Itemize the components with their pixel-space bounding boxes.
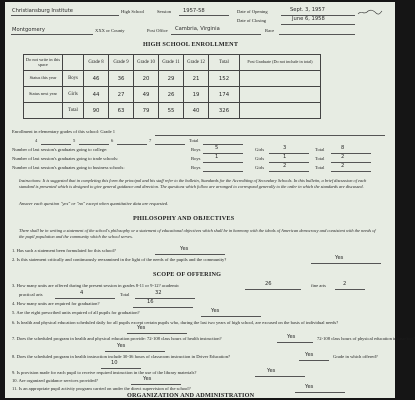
question-3: 3. How many units are offered during the present session in grades 8-11 or 9-12? academic — [12, 283, 180, 288]
trade-label: Number of last session's graduates going to trade schools: — [12, 156, 119, 161]
business-total: 2 — [341, 163, 345, 169]
answer-3-practical: 4 — [80, 290, 84, 296]
girls-label: Girls — [255, 156, 265, 161]
status-next-year: Status next year — [24, 87, 63, 103]
question-8b: Grade in which offered? — [333, 354, 378, 359]
answer-10: Yes — [143, 376, 152, 382]
status-this-year: Status this year — [24, 71, 63, 87]
question-10: 10. Are organized guidance services provided? — [12, 378, 98, 383]
table-cell: 152 — [209, 71, 240, 87]
boys-label: Boys — [191, 147, 201, 152]
enrollment-table — [23, 54, 321, 119]
race-label: Race — [265, 28, 275, 33]
row-label: Total — [63, 103, 84, 119]
total-header: Total — [209, 55, 240, 71]
school-name: Christiansburg Institute — [12, 8, 73, 14]
question-7: 7. Does the scheduled program in health and physical education provide: 72-108 class hours of health instruction? — [12, 336, 222, 341]
fine-arts-label: fine arts — [311, 283, 326, 288]
instructions-text: Instructions: It is suggested that in completing this form the principal and his staff refer to the bulletin, Standards for the Accrediting of Secondary Schools. In this bulletin, a brief discussion of each standard is presented which is designed to give general guidance and direction. The questions which follow are arranged to correspond generally to the order in which the standards are discussed. — [19, 178, 367, 189]
question-8: 8. Does the scheduled program in health instruction include 30-36 hours of classroom instruction in Driver Education? — [12, 354, 231, 359]
note-cell: Do not write in this space — [24, 55, 63, 71]
total-label: Total — [315, 156, 325, 161]
question-2: 2. Is this statement critically and continuously reexamined in the light of the needs of the pupils and the community? — [12, 257, 227, 262]
trade-girls: 1 — [283, 154, 287, 160]
row-label: Boys — [63, 71, 84, 87]
grade-5: 5 — [73, 138, 76, 143]
question-11: 11. Is an appropriate pupil activity program carried on under the direct supervision of the school? — [12, 386, 191, 391]
table-cell: 27 — [109, 87, 134, 103]
answer-5: Yes — [211, 308, 220, 314]
table-cell: 20 — [134, 71, 159, 87]
answer-7a: Yes — [287, 334, 296, 340]
row-label: Girls — [63, 87, 84, 103]
table-cell: 55 — [159, 103, 184, 119]
answer-1: Yes — [180, 246, 189, 252]
division-label: XXX or County — [95, 28, 125, 33]
table-cell: 36 — [109, 71, 134, 87]
school-type-label: High School — [121, 9, 145, 14]
grade-header: Grade 9 — [109, 55, 134, 71]
table-cell: 90 — [84, 103, 109, 119]
post-office-label: Post Office — [147, 28, 168, 33]
grade-6: 6 — [111, 138, 114, 143]
table-cell: 326 — [209, 103, 240, 119]
answer-3-fine-arts: 2 — [343, 281, 347, 287]
answer-instruction: Answer each question "yes" or "no" except when quantitative data are requested. — [19, 201, 169, 206]
answer-8b: 10 — [111, 360, 118, 366]
enrollment-title: HIGH SCHOOL ENROLLMENT — [143, 41, 239, 48]
business-label: Number of last session's graduates going to business schools: — [12, 165, 125, 170]
scope-title: SCOPE OF OFFERING — [153, 271, 222, 278]
grade-4: 4 — [35, 138, 38, 143]
table-cell: 29 — [159, 71, 184, 87]
elementary-label: Enrollment in elementary grades of this school: Grade 1 — [12, 129, 116, 134]
boys-label: Boys — [191, 165, 201, 170]
answer-4: 16 — [147, 299, 154, 305]
total-label: Total — [120, 292, 130, 297]
grade-header: Grade 11 — [159, 55, 184, 71]
session-label: Session — [157, 9, 172, 14]
table-cell: 40 — [184, 103, 209, 119]
elementary-total-label: Total — [189, 138, 199, 143]
answer-9: Yes — [267, 368, 276, 374]
closing-label: Date of Closing — [237, 18, 267, 23]
boys-label: Boys — [191, 156, 201, 161]
question-6: 6. Is health and physical education scheduled daily for all pupils except certain pupils who, during the last two years of high school, are excused on the basis of individual needs? — [12, 320, 339, 325]
answer-3-academic: 26 — [265, 281, 272, 287]
post-office-value: Cambria, Virginia — [175, 26, 220, 32]
question-4: 4. How many units are required for graduation? — [12, 301, 100, 306]
closing-value: June 6, 1958 — [292, 16, 325, 22]
grade-7: 7 — [149, 138, 152, 143]
post-graduate-header: Post Graduate (Do not include in total) — [240, 55, 321, 71]
question-5: 5. Are the eight prescribed units required of all pupils for graduation? — [12, 310, 140, 315]
philosophy-intro: There shall be in writing a statement of the school's philosophy or a statement of educational objectives which shall be in harmony with the ideals of American democracy and consistent with the needs of the pupil population and the community which the school serves. — [19, 228, 376, 239]
table-cell: 63 — [109, 103, 134, 119]
question-9: 9. Is provision made for each pupil to receive required instruction in the use of the library materials? — [12, 370, 197, 375]
opening-label: Date of Opening — [237, 9, 268, 14]
trade-boys: 1 — [215, 154, 219, 160]
college-label: Number of last session's graduates going to college: — [12, 147, 108, 152]
table-cell: 26 — [159, 87, 184, 103]
question-1: 1. Has such a statement been formulated for this school? — [12, 248, 116, 253]
table-cell: 19 — [184, 87, 209, 103]
session-value: 1957-58 — [183, 8, 205, 14]
question-7b: 72-108 class hours of physical education instruction? — [317, 336, 415, 341]
trade-total: 2 — [341, 154, 345, 160]
handwritten-initials — [357, 9, 383, 16]
total-label: Total — [315, 147, 325, 152]
organization-title: ORGANIZATION AND ADMINISTRATION — [127, 392, 255, 399]
grade-header: Grade 12 — [184, 55, 209, 71]
total-label: Total — [315, 165, 325, 170]
grade-header: Grade 10 — [134, 55, 159, 71]
table-cell: 21 — [184, 71, 209, 87]
answer-3-total: 32 — [155, 290, 162, 296]
answer-2: Yes — [335, 255, 344, 261]
business-girls: 2 — [283, 163, 287, 169]
philosophy-title: PHILOSOPHY AND OBJECTIVES — [133, 215, 235, 222]
college-boys: 5 — [215, 145, 219, 151]
grade-header: Grade 8 — [84, 55, 109, 71]
girls-label: Girls — [255, 165, 265, 170]
county-value: Montgomery — [12, 27, 45, 33]
girls-label: Girls — [255, 147, 265, 152]
table-cell: 174 — [209, 87, 240, 103]
table-cell: 44 — [84, 87, 109, 103]
table-cell: 79 — [134, 103, 159, 119]
answer-11: Yes — [305, 384, 314, 390]
table-cell: 46 — [84, 71, 109, 87]
college-total: 8 — [341, 145, 345, 151]
table-cell: 49 — [134, 87, 159, 103]
form-page — [5, 2, 415, 399]
opening-value: Sept. 3, 1957 — [290, 7, 325, 13]
answer-6: Yes — [137, 325, 146, 331]
answer-7b: Yes — [117, 343, 126, 349]
college-girls: 3 — [283, 145, 287, 151]
practical-arts-label: practical arts — [19, 292, 43, 297]
answer-8: Yes — [305, 352, 314, 358]
